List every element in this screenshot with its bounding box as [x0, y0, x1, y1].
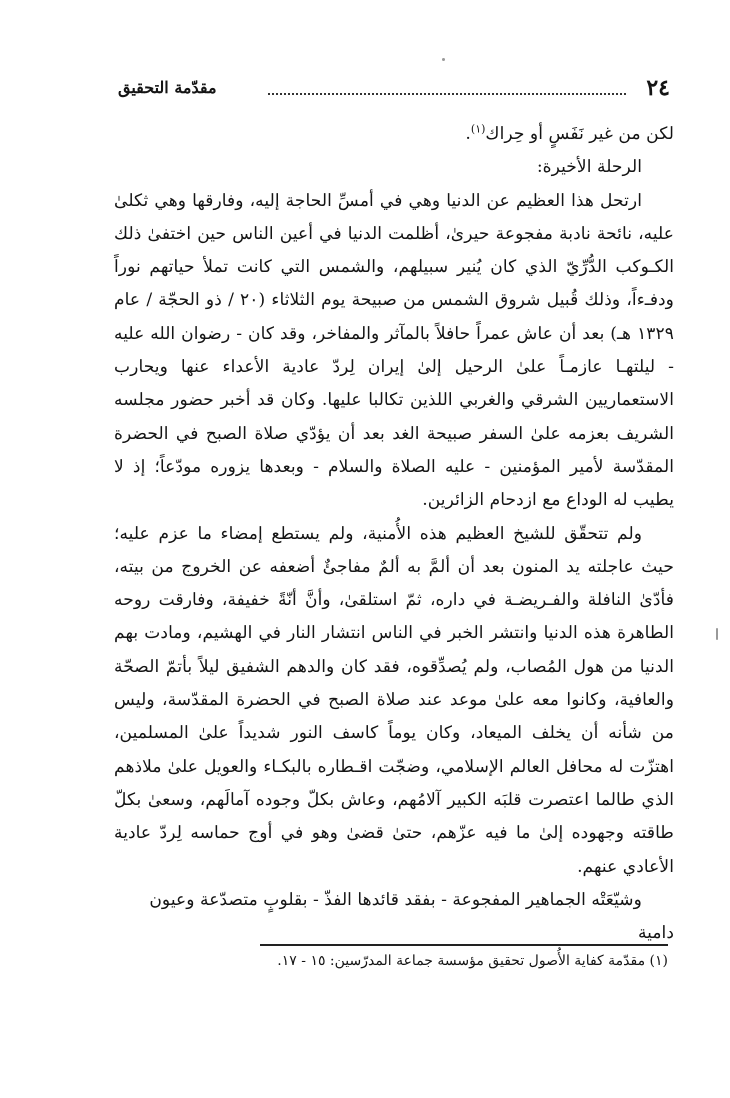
page-header [118, 74, 670, 102]
paragraph: وشيّعَتْه الجماهير المفجوعة - بفقد قائدها الفذّ - بقلوبٍ متصدّعة وعيون دامية [149, 889, 674, 944]
opening-line-text: لكن من غير نَفَسٍ أو حِراك [485, 124, 674, 144]
opening-line-end: . [465, 124, 471, 144]
main-text [114, 118, 674, 950]
scan-speck [716, 628, 718, 640]
scan-speck [442, 58, 445, 61]
running-title: مقدّمة التحقيق [118, 78, 217, 97]
opening-line [114, 118, 674, 151]
footnote-separator [260, 944, 668, 946]
footnote: (١) مقدّمة كفاية الأُصول تحقيق مؤسسة جماعة المدرّسين: ١٥ - ١٧. [277, 953, 668, 969]
footnote-reference: (١) [470, 122, 486, 136]
header-dotted-leader [268, 93, 626, 95]
paragraph: ارتحل هذا العظيم عن الدنيا وهي في أمسِّ الحاجة إليه، وفارقها وهي ثكلىٰ عليه، نائحة نادبة مفجوعة حيرىٰ، أظلمت الدنيا في أعين الناس حين اختفىٰ ذلك الكـوكب الدُّرِّيّ الذي كان يُنير سبيلهم، والشمس التي كانت تملأ حياتهم نوراً ودفـءاً، وذلك قُبيل شروق الشمس من صبيحة يوم الثلاثاء (٢٠ / ذو الحجّة / عام ١٣٢٩ هـ) بعد أن عاش عمراً حافلاً بالمآثر والمفاخر، وقد كان - رضوان الله عليه - ليلتهـا عازمـاً علىٰ الرحيل إلىٰ إيران لِردّ عادية الأعداء عنها ويحارب الاستعماريين الشرقي والغربي اللذين تكالبا عليها. وكان قد أخبر حضور مجلسه الشريف بعزمه علىٰ السفر صبيحة الغد بعد أن يؤدّي صلاة الصبح في الحضرة المقدّسة لأمير المؤمنين - عليه الصلاة والسلام - وبعدها يزوره مودّعاً؛ إذ لا يطيب له الوداع مع ازدحام الزائرين. [114, 190, 674, 511]
page-number: ٢٤ [646, 75, 670, 101]
section-title: الرحلة الأخيرة: [536, 157, 642, 178]
paragraph: ولم تتحقّق للشيخ العظيم هذه الأُمنية، ولم يستطع إمضاء ما عزم عليه؛ حيث عاجلته يد المنون بعد أن ألمَّ به ألمٌ مفاجئٌ أضعفه عن الخروج من بيته، فأدّىٰ النافلة والفـريضـة في داره، ثمّ استلقىٰ، وأنَّ أنّةً خفيفة، وفارقت روحه الطاهرة هذه الدنيا وانتشر الخبر في الناس انتشار النار في الهشيم، ومادت بهم الدنيا من هول المُصاب، ولم يُصدِّقوه، فقد كان والدهم الشفيق ليلاً بأتمّ الصحّة والعافية، وكانوا معه علىٰ موعد عند صلاة الصبح في الحضرة المقدّسة، وليس من شأنه أن يخلف الميعاد، وكان يوماً كاسف النور شديداً علىٰ المسلمين، اهتزّت له محافل العالم الإسلامي، وضجّت اقـطاره بالبكـاء والعويل علىٰ ملاذهم الذي طالما اعتصرت قلبَه الكبير آلامُهم، وعاش بكلّ وجوده آمالَهم، وسعىٰ بكلّ طاقته وجهوده إلىٰ ما فيه عزّهم، حتىٰ قضىٰ وهو في أوج حماسه لِردّ عادية الأعادي عنهم. [114, 523, 674, 877]
